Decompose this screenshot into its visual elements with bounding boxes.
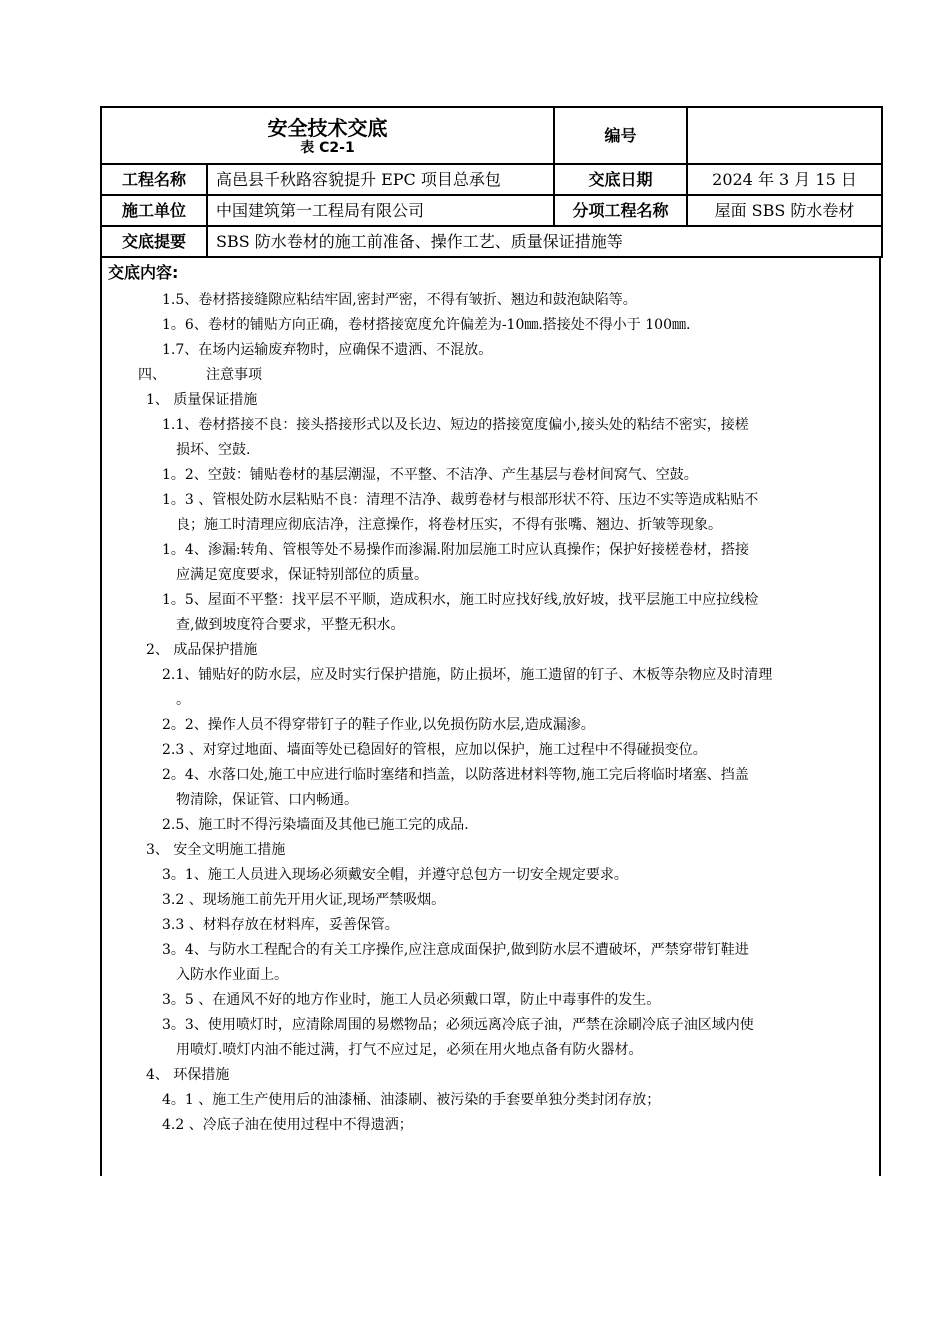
content-lines bbox=[102, 288, 879, 1138]
summary-value: SBS 防水卷材的施工前准备、操作工艺、质量保证措施等 bbox=[207, 226, 882, 257]
content-line: 。 bbox=[176, 692, 190, 708]
content-line: 1。4、渗漏:转角、管根等处不易操作而渗漏.附加层施工时应认真操作；保护好接槎卷材，搭接 bbox=[162, 542, 749, 558]
sub-project-value: 屋面 SBS 防水卷材 bbox=[687, 195, 882, 226]
summary-label: 交底提要 bbox=[101, 226, 207, 257]
subsection-heading: 4、 环保措施 bbox=[146, 1067, 230, 1083]
subsection-heading: 2、 成品保护措施 bbox=[146, 642, 258, 658]
content-line: 应满足宽度要求，保证特别部位的质量。 bbox=[176, 567, 428, 583]
content-line: 3。3、使用喷灯时，应清除周围的易燃物品；必须远离冷底子油，严禁在涂刷冷底子油区域内使 bbox=[162, 1017, 754, 1033]
subsection-heading: 3、 安全文明施工措施 bbox=[146, 842, 286, 858]
content-line: 2。2、操作人员不得穿带钉子的鞋子作业,以免损伤防水层,造成漏渗。 bbox=[162, 717, 595, 733]
project-name-label: 工程名称 bbox=[101, 164, 207, 195]
contractor-value: 中国建筑第一工程局有限公司 bbox=[207, 195, 554, 226]
disclosure-content bbox=[100, 258, 881, 1176]
content-line: 2.1、铺贴好的防水层，应及时实行保护措施，防止损坏，施工遗留的钉子、木板等杂物应及时清理 bbox=[162, 667, 773, 683]
section-heading bbox=[102, 363, 879, 388]
content-line: 1.7、在场内运输废弃物时，应确保不遗洒、不混放。 bbox=[162, 342, 493, 358]
content-line: 1。3 、管根处防水层粘贴不良：清理不洁净、裁剪卷材与根部形状不符、压边不实等造成粘贴不 bbox=[162, 492, 759, 508]
content-line: 查,做到坡度符合要求，平整无积水。 bbox=[176, 617, 405, 633]
form-title: 安全技术交底 bbox=[267, 115, 388, 140]
content-line: 3.2 、现场施工前先开用火证,现场严禁吸烟。 bbox=[162, 892, 446, 908]
content-line: 物清除，保证管、口内畅通。 bbox=[176, 792, 358, 808]
subsection-heading: 1、 质量保证措施 bbox=[146, 392, 258, 408]
content-line: 损坏、空鼓. bbox=[176, 442, 251, 458]
section-number: 四、 bbox=[138, 367, 166, 383]
content-line: 1.1、卷材搭接不良：接头搭接形式以及长边、短边的搭接宽度偏小,接头处的粘结不密实，接槎 bbox=[162, 417, 749, 433]
content-line: 入防水作业面上。 bbox=[176, 967, 288, 983]
content-line: 1.5、卷材搭接缝隙应粘结牢固,密封严密，不得有皱折、翘边和鼓泡缺陷等。 bbox=[162, 292, 637, 308]
content-line: 2.3 、对穿过地面、墙面等处已稳固好的管根，应加以保护，施工过程中不得碰损变位。 bbox=[162, 742, 707, 758]
sub-project-label: 分项工程名称 bbox=[554, 195, 687, 226]
date-value: 2024 年 3 月 15 日 bbox=[687, 164, 882, 195]
section-title: 注意事项 bbox=[206, 367, 262, 383]
number-label: 编号 bbox=[554, 107, 687, 164]
content-line: 4.2 、冷底子油在使用过程中不得遗洒； bbox=[162, 1117, 413, 1133]
form-header-table bbox=[100, 106, 883, 258]
content-line: 良；施工时清理应彻底洁净，注意操作，将卷材压实，不得有张嘴、翘边、折皱等现象。 bbox=[176, 517, 722, 533]
form-code: 表 C2-1 bbox=[300, 139, 355, 156]
content-line: 3.3 、材料存放在材料库，妥善保管。 bbox=[162, 917, 399, 933]
form-title-cell bbox=[101, 107, 554, 164]
content-line: 1。6、卷材的铺贴方向正确，卷材搭接宽度允许偏差为-10㎜.搭接处不得小于 100㎜. bbox=[162, 317, 691, 333]
content-line: 3。1、施工人员进入现场必须戴安全帽，并遵守总包方一切安全规定要求。 bbox=[162, 867, 628, 883]
date-label: 交底日期 bbox=[554, 164, 687, 195]
content-line: 3。5 、在通风不好的地方作业时，施工人员必须戴口罩，防止中毒事件的发生。 bbox=[162, 992, 661, 1008]
content-heading: 交底内容: bbox=[108, 263, 179, 282]
safety-disclosure-form bbox=[100, 106, 881, 1176]
content-line: 2.5、施工时不得污染墙面及其他已施工完的成品. bbox=[162, 817, 469, 833]
content-line: 用喷灯.喷灯内油不能过满，打气不应过足，必须在用火地点备有防火器材。 bbox=[176, 1042, 643, 1058]
number-value[interactable] bbox=[687, 107, 882, 164]
content-line: 1。2、空鼓：铺贴卷材的基层潮湿，不平整、不洁净、产生基层与卷材间窝气、空鼓。 bbox=[162, 467, 698, 483]
content-line: 1。5、屋面不平整：找平层不平顺，造成积水，施工时应找好线,放好坡，找平层施工中应拉线检 bbox=[162, 592, 759, 608]
content-line: 4。1 、施工生产使用后的油漆桶、油漆刷、被污染的手套要单独分类封闭存放； bbox=[162, 1092, 661, 1108]
project-name-value: 高邑县千秋路容貌提升 EPC 项目总承包 bbox=[207, 164, 554, 195]
content-line: 3。4、与防水工程配合的有关工序操作,应注意成面保护,做到防水层不遭破坏，严禁穿带钉鞋进 bbox=[162, 942, 749, 958]
content-line: 2。4、水落口处,施工中应进行临时塞绪和挡盖，以防落进材料等物,施工完后将临时堵塞、挡盖 bbox=[162, 767, 749, 783]
contractor-label: 施工单位 bbox=[101, 195, 207, 226]
